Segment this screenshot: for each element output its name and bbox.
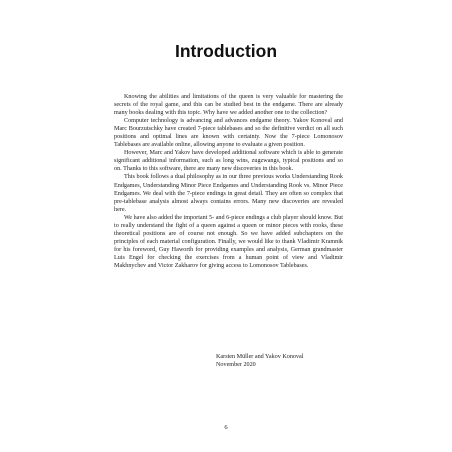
paragraph: Computer technology is advancing and advances endgame theory. Yakov Konoval and Marc Bourzutschky have created 7-piece tablebases and so the definitive verdict on all such positions and optimal lines are known with certainty. Now the 7-piece Lomonosov Tablebases are available online, allowing anyone to evaluate a given position. [114, 118, 343, 149]
paragraph: We have also added the important 5- and 6-piece endings a club player should know. But to really understand the fight of a queen against a queen or minor pieces with rooks, these theoretical positions are of course not enough. So we have added subchapters on the principles of each material configuration. Finally, we would like to thank Vladimir Kramnik for his foreword, Guy Haworth for providing examples and analysis, German grandmaster Luis Engel for checking the exercises from a human point of view and Vladimir Makhnychev and Victor Zakharov for giving access to Lomonosov Tablebases. [114, 214, 343, 269]
paragraph: However, Marc and Yakov have developed additional software which is able to generate significant additional information, such as long wins, zugzwangs, typical positions and so on. Thanks to this software, there are many new discoveries in this book. [114, 150, 343, 173]
page-number: 6 [224, 424, 228, 431]
page-title: Introduction [174, 41, 278, 61]
paragraph: Knowing the abilities and limitations of the queen is very valuable for mastering the secrets of the royal game, and this can be studied best in the endgame. There are already many books dealing with this topic. Why have we added another one to the collection? [114, 94, 343, 117]
signature-block [216, 353, 304, 369]
signature-authors: Karsten Müller and Yakov Konoval [216, 354, 304, 360]
paragraph: This book follows a dual philosophy as in our three previous works Understanding Rook Endgames, Understanding Minor Piece Endgames and Understanding Rook vs. Minor Piece Endgames. We deal with the 7-piece endings in great detail. They are often so complex that pre-tablebase analysis almost always contains errors. Many new discoveries are revealed here. [114, 174, 343, 213]
signature-date: November 2020 [216, 362, 256, 369]
intro-body [114, 93, 343, 270]
